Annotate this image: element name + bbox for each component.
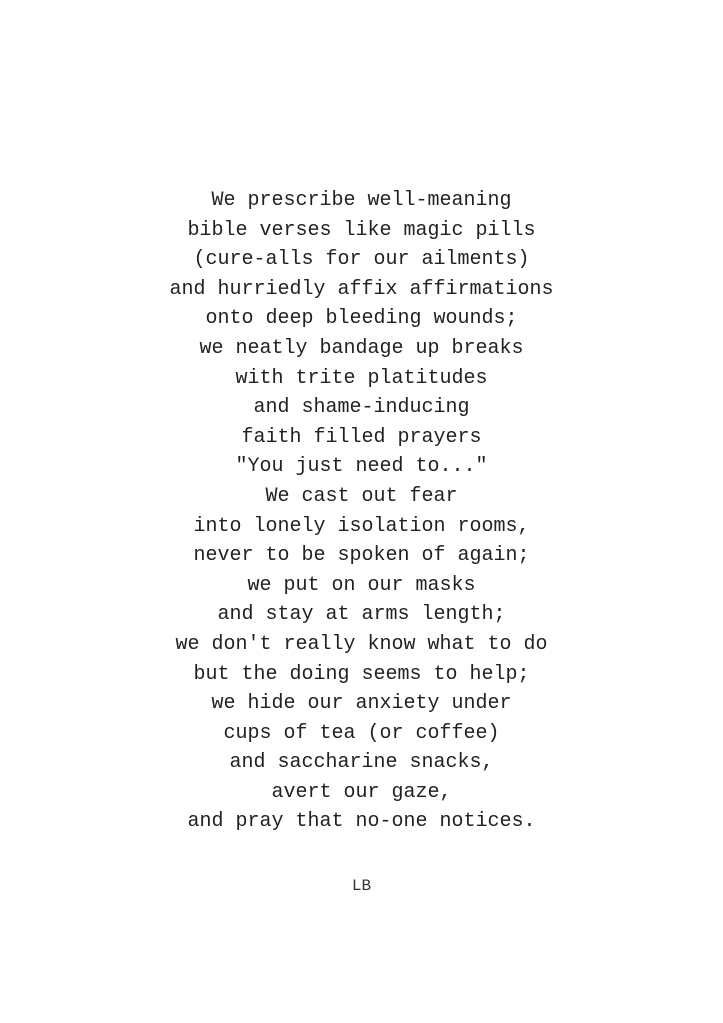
poem-line: with trite platitudes xyxy=(235,366,488,390)
poem-line: and stay at arms length; xyxy=(217,603,506,627)
poem-line: we don't really know what to do xyxy=(175,632,548,656)
poem-line: and shame-inducing xyxy=(253,396,470,420)
poem-line: We prescribe well-meaning xyxy=(211,189,512,212)
poem-body xyxy=(0,186,723,837)
poem-line: faith filled prayers xyxy=(241,425,482,449)
poem-line: onto deep bleeding wounds; xyxy=(205,307,518,331)
poem-line: we neatly bandage up breaks xyxy=(199,336,524,360)
poem-line: we hide our anxiety under xyxy=(211,692,512,716)
poem-line: avert our gaze, xyxy=(271,780,452,804)
poem-line: "You just need to..." xyxy=(235,455,488,479)
poem-line: and hurriedly affix affirmations xyxy=(169,277,554,301)
poem-line: cups of tea (or coffee) xyxy=(223,721,500,745)
poem-line: into lonely isolation rooms, xyxy=(193,514,530,538)
poem-line: bible verses like magic pills xyxy=(187,218,536,242)
author-initials: LB xyxy=(351,877,372,895)
poem-line: but the doing seems to help; xyxy=(193,662,530,686)
poem-line: We cast out fear xyxy=(265,484,458,508)
poem-line: (cure-alls for our ailments) xyxy=(193,248,530,272)
poem-line: and pray that no-one notices. xyxy=(187,810,536,834)
poem-line: we put on our masks xyxy=(247,573,476,597)
poem-line: and saccharine snacks, xyxy=(229,751,494,775)
poem-line: never to be spoken of again; xyxy=(193,544,530,568)
